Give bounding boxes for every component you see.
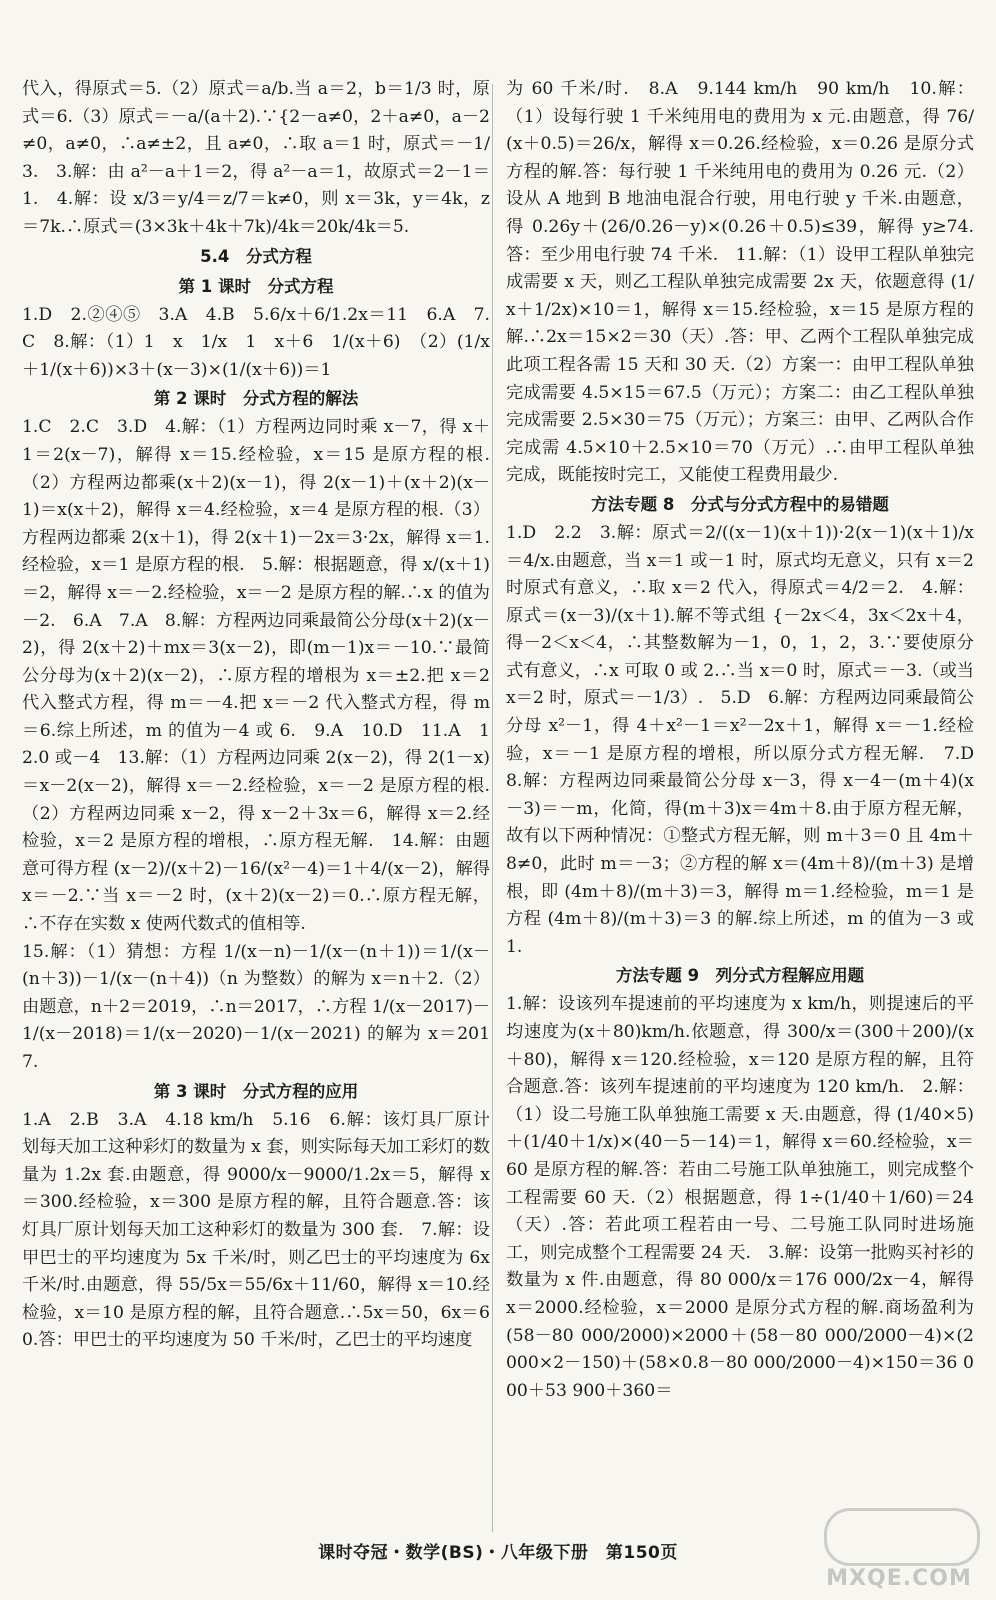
answer-paragraph: 1.解：设该列车提速前的平均速度为 x km/h，则提速后的平均速度为(x＋80)km/h.依题意，得 300/x＝(300＋200)/(x＋80)，解得 x＝120.经检验，x＝120 是原方程的解，且符合题意.答：该列车提速前的平均速度为 120 km/h. 2.解：（1）设二号施工队单独施工需要 x 天.由题意，得 (1/40×5)＋(1/40＋1/x)×(40－5－14)＝1，解得 x＝60.经检验，x＝60 是原方程的解.答：若由二号施工队单独施工，则完成整个工程需要 60 天.（2）根据题意，得 1÷(1/40＋1/60)＝24（天）.答：若此项工程若由一号、二号施工队同时进场施工，则完成整个工程需要 24 天. 3.解：设第一批购买衬衫的数量为 x 件.由题意，得 80 000/x＝176 000/2x－4，解得 x＝2000.经检验，x＝2000 是原分式方程的解.商场盈利为 (58－80 000/2000)×2000＋(58－80 000/2000－4)×(2000×2－150)＋(58×0.8－80 000/2000－4)×150＝36 000＋53 900＋360＝ — [506, 994, 974, 1401]
section-heading: 5.4 分式方程 — [200, 246, 312, 266]
left-column — [22, 76, 490, 1355]
answer-paragraph: 代入，得原式＝5.（2）原式＝a/b.当 a＝2，b＝1/3 时，原式＝6.（3）原式＝－a/(a＋2).∵{2－a≠0，2＋a≠0，a－2≠0，a≠0，∴a≠±2，且 a≠0，∴取 a＝1 时，原式＝－1/3. 3.解：由 a²－a＋1＝2，得 a²－a＝1，故原式＝2－1＝1. 4.解：设 x/3＝y/4＝z/7＝k≠0，则 x＝3k，y＝4k，z＝7k.∴原式＝(3×3k＋4k＋7k)/4k＝20k/4k＝5. — [22, 79, 490, 237]
answer-paragraph: 为 60 千米/时. 8.A 9.144 km/h 90 km/h 10.解：（1）设每行驶 1 千米纯用电的费用为 x 元.由题意，得 76/(x＋0.5)＝26/x，解得 x＝0.26.经检验，x＝0.26 是原分式方程的解.答：每行驶 1 千米纯用电的费用为 0.26 元.（2）设从 A 地到 B 地油电混合行驶，用电行驶 y 千米.由题意，得 0.26y＋(26/0.26－y)×(0.26＋0.5)≤39，解得 y≥74.答：至少用电行驶 74 千米. 11.解：（1）设甲工程队单独完成需要 x 天，则乙工程队单独完成需要 2x 天，依题意得 (1/x＋1/2x)×10＝1，解得 x＝15.经检验，x＝15 是原方程的解.∴2x＝15×2＝30（天）.答：甲、乙两个工程队单独完成此项工程各需 15 天和 30 天.（2）方案一：由甲工程队单独完成需要 4.5×15＝67.5（万元）；方案二：由乙工程队单独完成需要 2.5×30＝75（万元）；方案三：由甲、乙两队合作完成需 4.5×10＋2.5×10＝70（万元）.∴由甲工程队单独完成，既能按时完工，又能使工程费用最少. — [506, 79, 974, 486]
answer-paragraph: 1.D 2.2 3.解：原式＝2/((x－1)(x＋1))·2(x－1)(x＋1)/x＝4/x.由题意，当 x＝1 或－1 时，原式均无意义，只有 x＝2 时原式有意义，∴取 x＝2 代入，得原式＝4/2＝2. 4.解：原式＝(x－3)/(x＋1).解不等式组 {－2x＜4，3x＜2x＋4，得－2＜x＜4，∴其整数解为－1，0，1，2，3.∵要使原分式有意义，∴x 可取 0 或 2.∴当 x＝0 时，原式＝－3.（或当 x＝2 时，原式＝－1/3）. 5.D 6.解：方程两边同乘最简公分母 x²－1，得 4＋x²－1＝x²－2x＋1，解得 x＝－1.经检验，x＝－1 是原方程的增根，所以原分式方程无解. 7.D 8.解：方程两边同乘最简公分母 x－3，得 x－4－(m＋4)(x－3)＝－m，化简，得(m＋3)x＝4m＋8.由于原方程无解，故有以下两种情况：①整式方程无解，则 m＋3＝0 且 4m＋8≠0，此时 m＝－3；②方程的解 x＝(4m＋8)/(m＋3) 是增根，即 (4m＋8)/(m＋3)＝3，解得 m＝1.经检验，m＝1 是方程 (4m＋8)/(m＋3)＝3 的解.综上所述，m 的值为－3 或 1. — [506, 522, 992, 957]
section-heading: 方法专题 8 分式与分式方程中的易错题 — [591, 494, 889, 514]
watermark-text: MXQE.COM — [826, 1566, 972, 1591]
watermark-seal-icon — [824, 1508, 980, 1566]
column-divider — [492, 84, 493, 1532]
answer-paragraph: 1.A 2.B 3.A 4.18 km/h 5.16 6.解：该灯具厂原计划每天加工这种彩灯的数量为 x 套，则实际每天加工彩灯的数量为 1.2x 套.由题意，得 9000/x－9000/1.2x＝5，解得 x＝300.经检验，x＝300 是原方程的解，且符合题意.答：该灯具厂原计划每天加工这种彩灯的数量为 300 套. 7.解：设甲巴士的平均速度为 5x 千米/时，则乙巴士的平均速度为 6x 千米/时.由题意，得 55/5x＝55/6x＋11/60，解得 x＝10.经检验，x＝10 是原方程的解，且符合题意.∴5x＝50，6x＝60.答：甲巴士的平均速度为 50 千米/时，乙巴士的平均速度 — [22, 1109, 490, 1351]
section-heading: 第 3 课时 分式方程的应用 — [153, 1081, 359, 1101]
answer-paragraph: 15.解：（1）猜想：方程 1/(x－n)－1/(x－(n＋1))＝1/(x－(n＋3))－1/(x－(n＋4))（n 为整数）的解为 x＝n＋2.（2）由题意，n＋2＝2019，∴n＝2017，∴方程 1/(x－2017)－1/(x－2018)＝1/(x－2020)－1/(x－2021) 的解为 x＝2017. — [22, 941, 490, 1072]
section-heading: 方法专题 9 列分式方程解应用题 — [615, 966, 865, 986]
page-footer: 课时夺冠・数学(BS)・八年级下册 第150页 — [318, 1543, 678, 1563]
answer-paragraph: 1.D 2.②④⑤ 3.A 4.B 5.6/x＋6/1.2x＝11 6.A 7.C 8.解：（1）1 x 1/x 1 x＋6 1/(x＋6) （2）(1/x＋1/(x＋6))×3＋(x－3)×(1/(x＋6))＝1 — [22, 304, 490, 380]
right-column — [506, 76, 992, 1405]
answer-paragraph: 1.C 2.C 3.D 4.解：（1）方程两边同时乘 x－7，得 x＋1＝2(x－7)，解得 x＝15.经检验，x＝15 是原方程的根.（2）方程两边都乘(x＋2)(x－1)，得 2(x－1)＋(x＋2)(x－1)＝x(x＋2)，解得 x＝4.经检验，x＝4 是原方程的根.（3）方程两边都乘 2(x＋1)，得 2(x＋1)－2x＝3·2x，解得 x＝1.经检验，x＝1 是原方程的根. 5.解：根据题意，得 x/(x＋1)＝2，解得 x＝－2.经检验，x＝－2 是原方程的解.∴x 的值为－2. 6.A 7.A 8.解：方程两边同乘最简公分母(x＋2)(x－2)，得 2(x＋2)＋mx＝3(x－2)，即(m－1)x＝－10.∵最简公分母为(x＋2)(x－2)，∴原方程的增根为 x＝±2.把 x＝2 代入整式方程，得 m＝－4.把 x＝－2 代入整式方程，得 m＝6.综上所述，m 的值为－4 或 6. 9.A 10.D 11.A 12.0 或－4 13.解：（1）方程两边同乘 2(x－2)，得 2(1－x)＝x－2(x－2)，解得 x＝－2.经检验，x＝－2 是原方程的根.（2）方程两边同乘 x－2，得 x－2＋3x＝6，解得 x＝2.经检验，x＝2 是原方程的增根，∴原方程无解. 14.解：由题意可得方程 (x－2)/(x＋2)－16/(x²－4)＝1＋4/(x－2)，解得 x＝－2.∵当 x＝－2 时，(x＋2)(x－2)＝0.∴原方程无解，∴不存在实数 x 使两代数式的值相等. — [22, 417, 490, 935]
section-heading: 第 1 课时 分式方程 — [178, 276, 334, 296]
section-heading: 第 2 课时 分式方程的解法 — [153, 389, 359, 409]
watermark-logo — [824, 1508, 974, 1592]
